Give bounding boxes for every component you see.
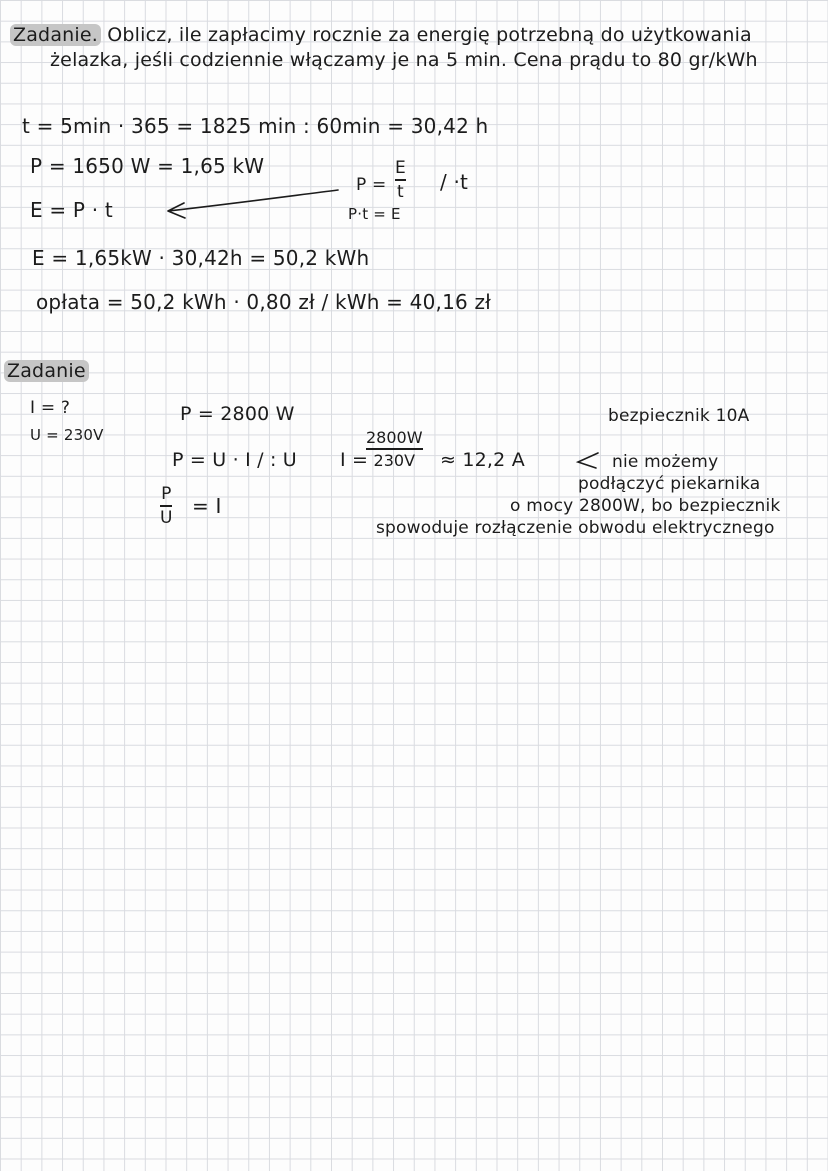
task1-step-t: t = 5min · 365 = 1825 min : 60min = 30,42 h xyxy=(22,114,489,138)
calc-num: 2800W xyxy=(366,428,423,447)
task2-note-line1: nie możemy xyxy=(612,452,719,472)
task2-fuse: bezpiecznik 10A xyxy=(608,406,750,426)
frac-p: P xyxy=(161,484,172,504)
task1-side-mult: / ·t xyxy=(440,170,469,194)
task2-given-i: I = ? xyxy=(30,398,71,418)
task1-line1: Oblicz, ile zapłacimy rocznie za energię potrzebną do użytkowania xyxy=(107,24,752,46)
task2-label: Zadanie xyxy=(4,360,89,382)
task1-step-cost: opłata = 50,2 kWh · 0,80 zł / kWh = 40,16 zł xyxy=(36,290,492,314)
task2-power: P = 2800 W xyxy=(180,403,295,425)
task1-step-e-calc: E = 1,65kW · 30,42h = 50,2 kWh xyxy=(32,246,370,270)
task1-side-p: P = xyxy=(356,175,387,195)
side-frac-den: t xyxy=(397,181,404,202)
arrow-to-note-icon xyxy=(578,453,598,468)
task2-note-line2: podłączyć piekarnika xyxy=(578,474,761,494)
arrow-to-e-icon xyxy=(168,190,338,218)
task2-note-line3: o mocy 2800W, bo bezpiecznik xyxy=(510,496,781,516)
calc-den: 230V xyxy=(373,450,416,470)
task1-line2: żelazka, jeśli codziennie włączamy je na 5 min. Cena prądu to 80 gr/kWh xyxy=(50,49,758,71)
task2-calc-result: ≈ 12,2 A xyxy=(440,449,525,471)
task1-step-e: E = P · t xyxy=(30,198,113,222)
task2-formula: P = U · I / : U xyxy=(172,449,297,471)
task2-note-line4: spowoduje rozłączenie obwodu elektrycznego xyxy=(376,518,775,538)
task1-label: Zadanie. xyxy=(10,24,101,46)
task2-given-u: U = 230V xyxy=(30,426,104,444)
task1-side-pt: P·t = E xyxy=(348,205,401,223)
task2-frac-eq: = I xyxy=(192,494,222,518)
frac-u: U xyxy=(160,507,173,528)
task1-step-p: P = 1650 W = 1,65 kW xyxy=(30,154,265,178)
task2-calc-prefix: I = xyxy=(340,449,369,471)
side-frac-num: E xyxy=(395,158,406,178)
